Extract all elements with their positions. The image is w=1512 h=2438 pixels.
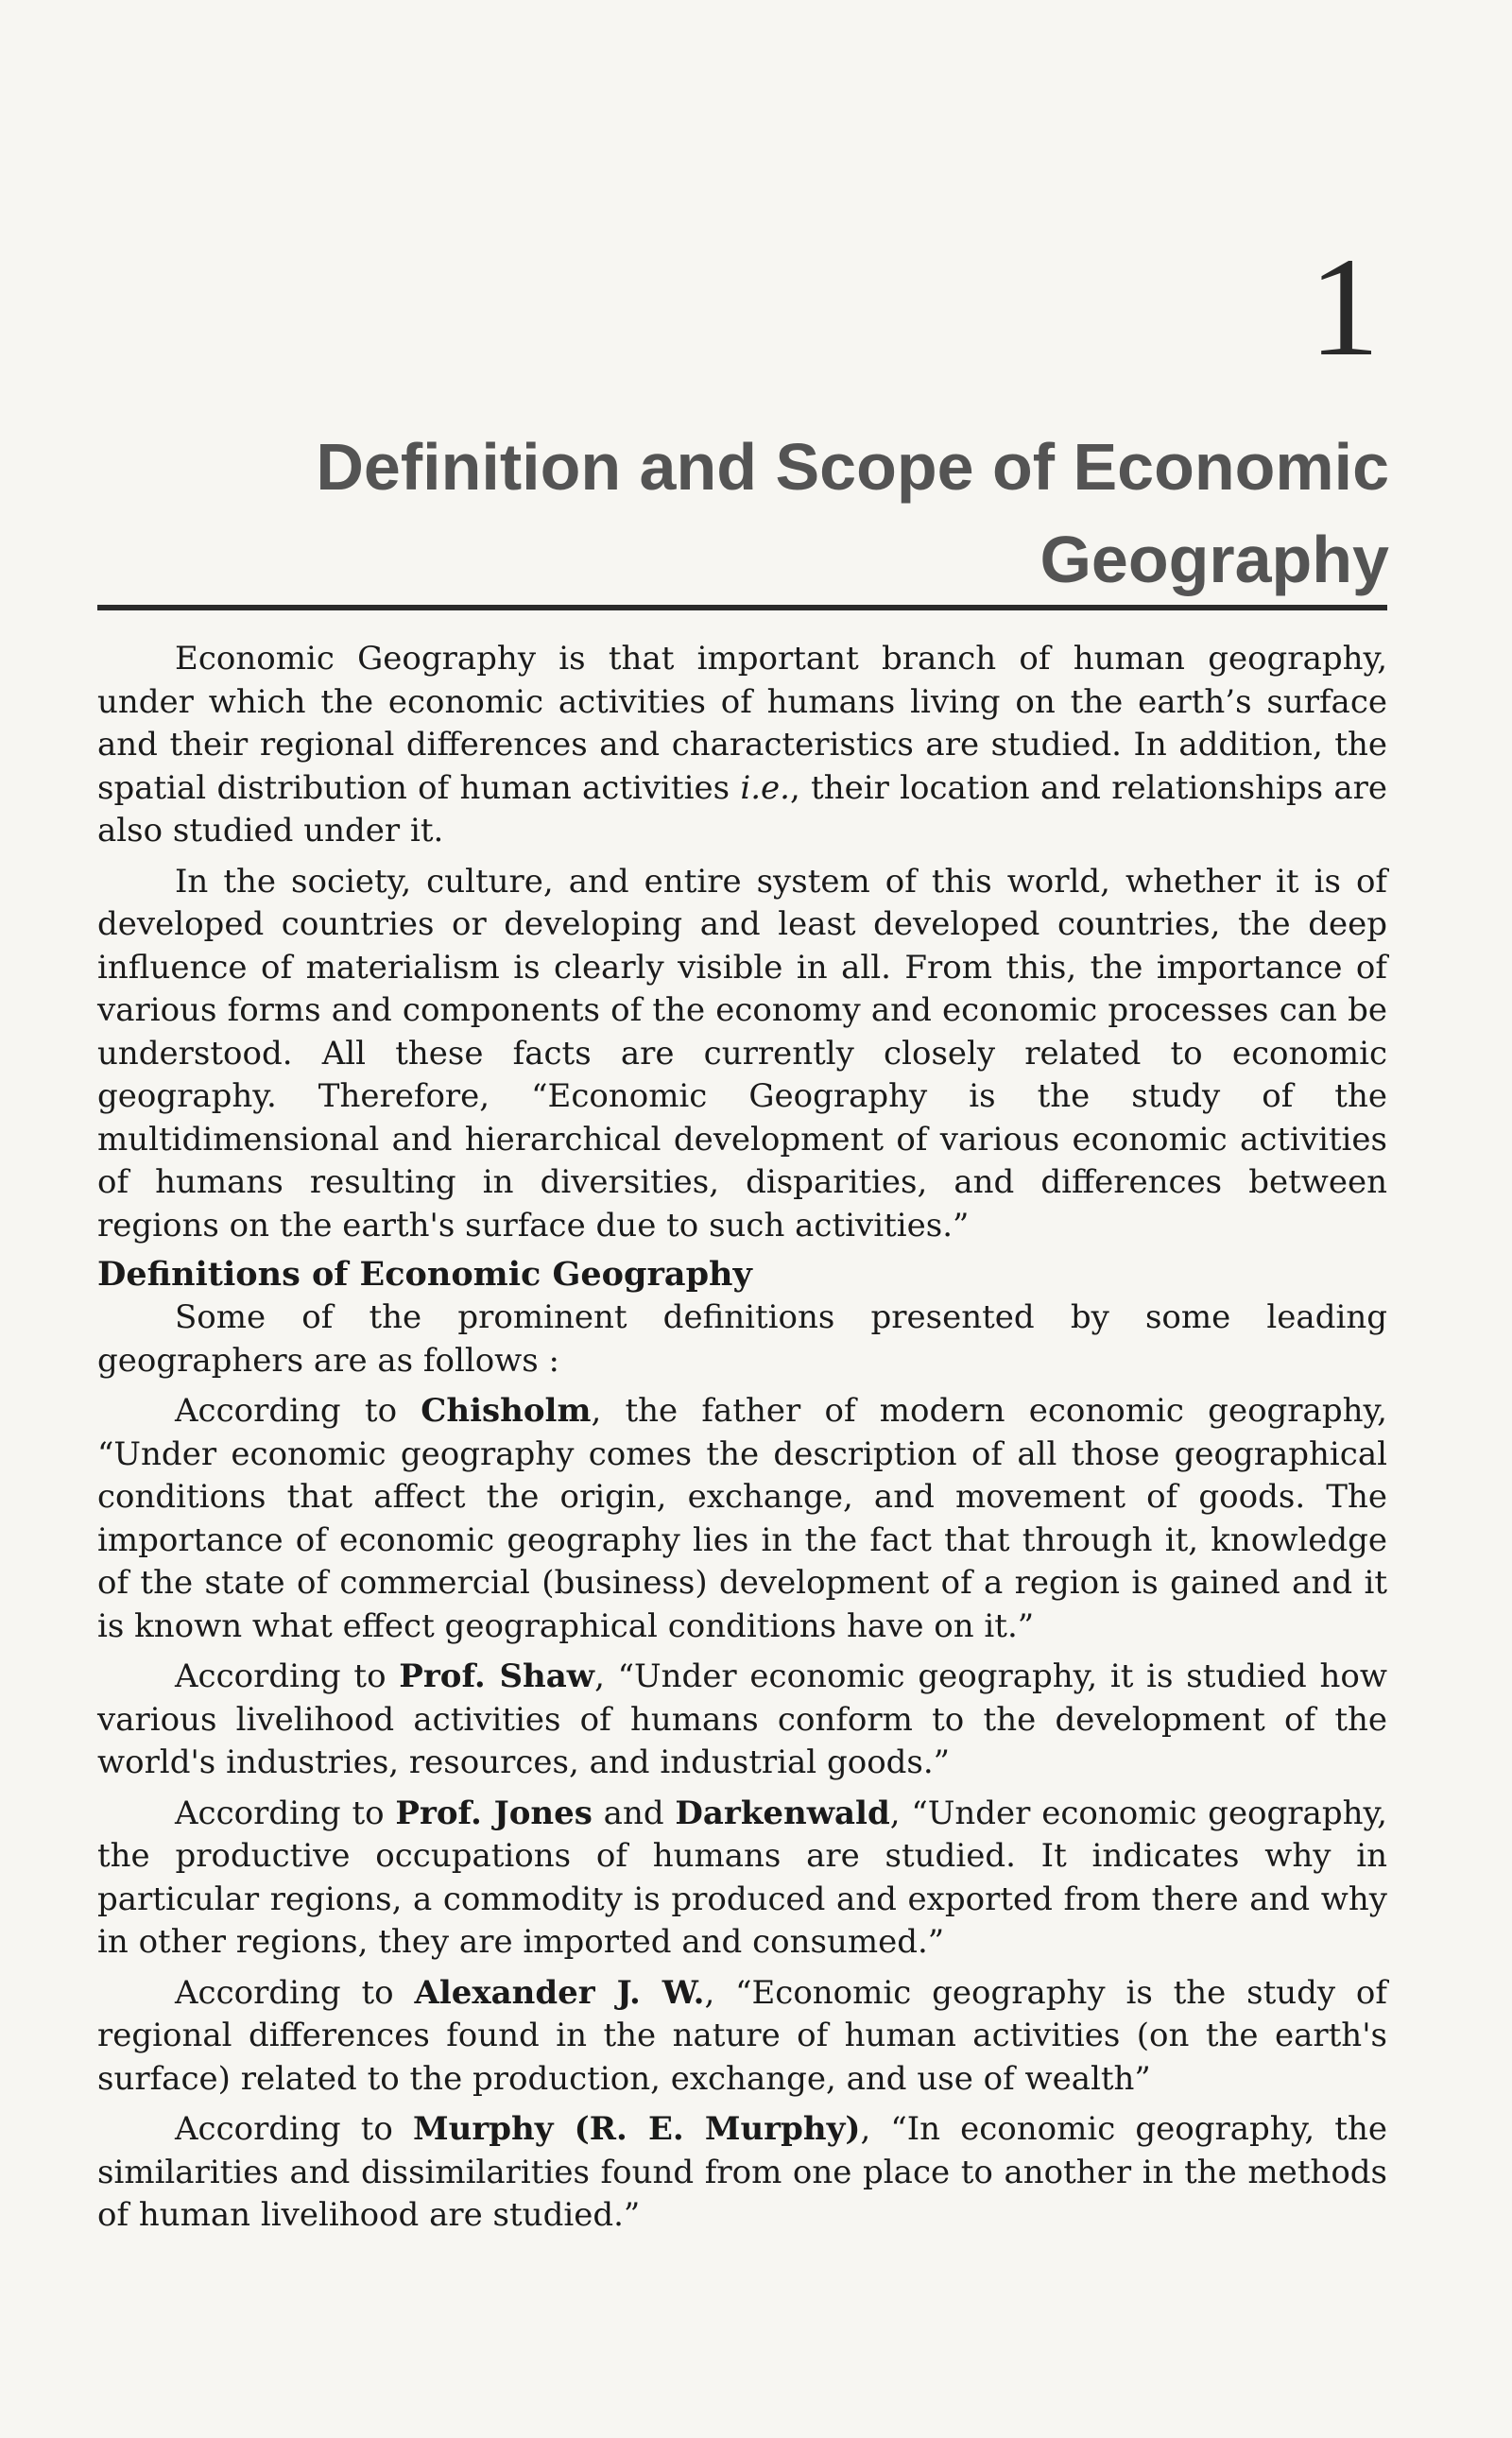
definition-prefix: According to [175,2110,413,2148]
author-name: Murphy (R. E. Murphy) [413,2110,861,2148]
author-joiner: and [592,1794,676,1832]
author-name-2: Darkenwald [675,1794,890,1832]
author-name: Prof. Jones [395,1794,593,1832]
author-name: Alexander J. W. [414,1973,705,2012]
definition-alexander [97,1972,1387,2102]
title-divider [97,605,1387,610]
ie-abbreviation: i.e. [740,768,790,807]
definition-text: , “Economic geography is the study of regional differences found in the nature of human activities (on the earth's surface) related to the production, exchange, and use of wealth” [97,1973,1387,2098]
definition-text: , the father of modern economic geography, “Under economic geography comes the description of all those geographical conditions that affect the origin, exchange, and movement of goods. The importance of economic geography lies in the fact that through it, knowledge of the state of commercial (business) development of a region is gained and it is known what effect geographical conditions have on it.” [97,1392,1387,1645]
author-name: Chisholm [421,1392,592,1430]
chapter-title: Definition and Scope of Economic Geography [316,430,1389,596]
definition-prefix: According to [175,1794,396,1832]
definition-shaw [97,1656,1387,1785]
definition-jones-darkenwald [97,1793,1387,1965]
chapter-number: 1 [1309,229,1380,386]
definition-chisholm [97,1390,1387,1648]
intro-paragraph-2: In the society, culture, and entire system of this world, whether it is of developed countries or developing and least developed countries, the deep influence of materialism is clearly visible in all. From this, the importance of various forms and components of the economy and economic processes can be understood. All these facts are currently closely related to economic geography. Therefore, “Economic Geography is the study of the multidimensional and hierarchical development of various economic activities of humans resulting in diversities, disparities, and differences between regions on the earth's surface due to such activities.” [97,862,1387,1245]
definition-prefix: According to [175,1657,400,1695]
definition-text: , “Under economic geography, the productive occupations of humans are studied. It indicates why in particular regions, a commodity is produced and exported from there and why in other regions, they are imported and consumed.” [97,1794,1387,1961]
definition-prefix: According to [175,1392,421,1430]
chapter-body [97,638,1387,2238]
definition-murphy [97,2108,1387,2238]
definition-text: , “Under economic geography, it is studied how various livelihood activities of humans conform to the development of the world's industries, resources, and industrial goods.” [97,1657,1387,1781]
intro-paragraph-1 [97,638,1387,853]
intro-text: Economic Geography is that important branch of human geography, under which the economic activities of humans living on the earth’s surface and their regional differences and characteristics are studied. In addition, the spatial distribution of human activities [97,640,1387,807]
definition-prefix: According to [175,1973,415,2012]
definitions-intro: Some of the prominent definitions presented by some leading geographers are as follows : [97,1298,1387,1380]
intro-text-cont: , their location and relationships are also studied under it. [97,768,1387,850]
section-heading: Definitions of Economic Geography [97,1255,752,1294]
author-name: Prof. Shaw [399,1657,595,1695]
definition-text: , “In economic geography, the similarities and dissimilarities found from one place to another in the methods of human livelihood are studied.” [97,2110,1387,2234]
